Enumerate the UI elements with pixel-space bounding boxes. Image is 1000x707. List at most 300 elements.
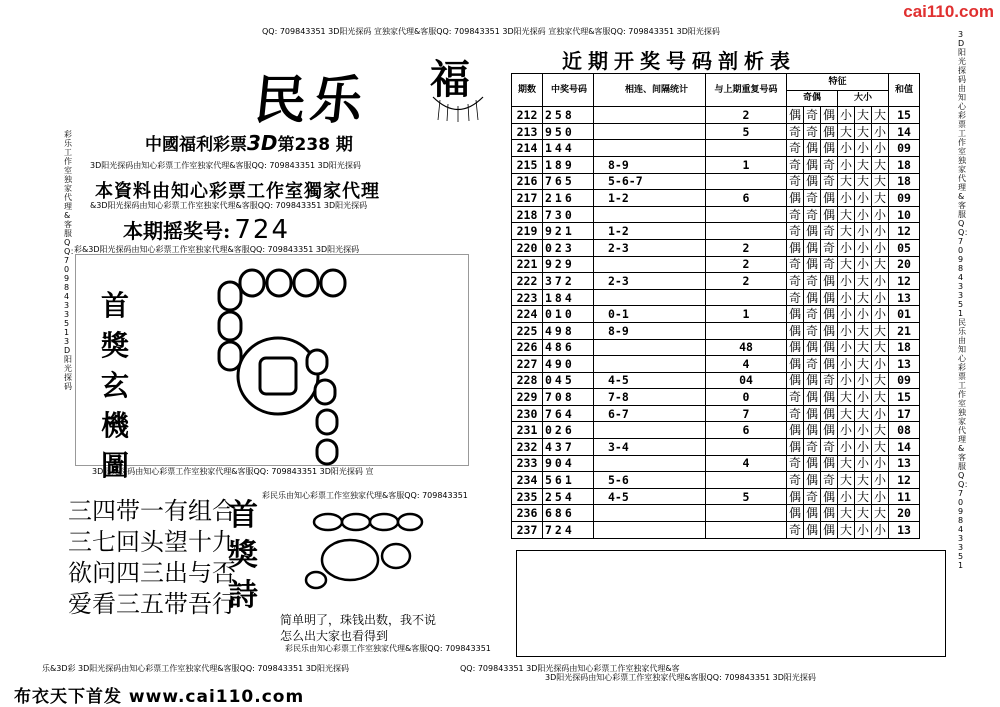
cell-size: 小 [838, 322, 855, 339]
cell-size: 小 [855, 223, 872, 240]
cell-repeat [706, 439, 787, 456]
cell-size: 大 [855, 505, 872, 522]
cell-winning-number: 929 [543, 256, 594, 273]
table-row [512, 505, 920, 522]
cell-size: 大 [872, 256, 889, 273]
cell-parity: 偶 [821, 356, 838, 373]
vertical-title-char: 機 [100, 409, 129, 442]
cell-parity: 奇 [787, 389, 804, 406]
cell-size: 大 [872, 422, 889, 439]
fu-character: 福 [430, 56, 470, 103]
cell-parity: 奇 [804, 273, 821, 290]
cell-repeat: 4 [706, 356, 787, 373]
cell-parity: 奇 [787, 472, 804, 489]
cell-winning-number: 216 [543, 190, 594, 207]
cell-winning-number: 730 [543, 206, 594, 223]
cell-parity: 偶 [804, 522, 821, 539]
prize-poem [68, 496, 236, 620]
cell-sum: 08 [889, 422, 920, 439]
cell-parity: 偶 [821, 405, 838, 422]
cell-winning-number: 144 [543, 140, 594, 157]
cell-size: 大 [872, 439, 889, 456]
cell-repeat: 5 [706, 123, 787, 140]
table-row [512, 256, 920, 273]
table-row [512, 405, 920, 422]
cell-parity: 奇 [804, 107, 821, 124]
cell-parity: 偶 [787, 505, 804, 522]
cell-repeat [706, 206, 787, 223]
cell-size: 小 [872, 223, 889, 240]
cell-repeat [706, 140, 787, 157]
cell-trend: 3-4 [594, 439, 706, 456]
cell-issue-no: 214 [512, 140, 543, 157]
cell-parity: 奇 [821, 256, 838, 273]
cell-repeat: 48 [706, 339, 787, 356]
cell-parity: 偶 [787, 239, 804, 256]
bottom-watermark-2: 彩民乐由知心彩票工作室独家代理&客服QQ: 709843351 [285, 644, 491, 653]
cell-parity: 偶 [821, 123, 838, 140]
draw-analysis-table [511, 73, 920, 539]
header-parity: 奇偶 [787, 90, 838, 107]
cell-parity: 奇 [821, 239, 838, 256]
cell-size: 小 [872, 206, 889, 223]
cell-size: 大 [855, 322, 872, 339]
cell-sum: 15 [889, 107, 920, 124]
cell-parity: 奇 [821, 173, 838, 190]
cell-issue-no: 219 [512, 223, 543, 240]
cell-issue-no: 221 [512, 256, 543, 273]
cell-parity: 偶 [787, 372, 804, 389]
cell-parity: 奇 [804, 439, 821, 456]
cell-repeat [706, 472, 787, 489]
cell-trend: 2-3 [594, 239, 706, 256]
cell-winning-number: 437 [543, 439, 594, 456]
cell-repeat: 2 [706, 256, 787, 273]
cell-sum: 14 [889, 439, 920, 456]
issue-heading [145, 130, 353, 155]
top-qq-line: QQ: 709843351 3D阳光探码 宣独家代理&客服QQ: 709843351 3D阳光探码 宣独家代理&客服QQ: 709843351 3D阳光探码 [262, 27, 720, 36]
cell-sum: 09 [889, 140, 920, 157]
cell-parity: 偶 [804, 455, 821, 472]
cell-size: 小 [838, 273, 855, 290]
cell-winning-number: 498 [543, 322, 594, 339]
cell-size: 大 [855, 289, 872, 306]
issue-number: 第238 期 [277, 135, 353, 155]
cell-parity: 偶 [787, 439, 804, 456]
cell-issue-no: 224 [512, 306, 543, 323]
draw-number [123, 215, 290, 245]
cell-winning-number: 026 [543, 422, 594, 439]
poem-line: 爱看三五带吾行 [68, 590, 236, 618]
box-watermark-bottom: 3D阳光探码由知心彩票工作室独家代理&客服QQ: 709843351 3D阳光探码 宣 [92, 467, 374, 476]
cell-parity: 偶 [804, 472, 821, 489]
cell-parity: 奇 [821, 472, 838, 489]
cell-repeat [706, 505, 787, 522]
cell-sum: 13 [889, 455, 920, 472]
cell-repeat: 4 [706, 455, 787, 472]
cell-trend: 7-8 [594, 389, 706, 406]
cell-size: 小 [838, 488, 855, 505]
cell-trend [594, 140, 706, 157]
cell-size: 小 [838, 439, 855, 456]
table-row [512, 140, 920, 157]
bottom-watermark-3: QQ: 709843351 3D阳光探码由知心彩票工作室独家代理&客 [460, 664, 680, 673]
cell-size: 大 [838, 522, 855, 539]
cell-size: 大 [838, 256, 855, 273]
cell-trend [594, 505, 706, 522]
table-title: 近期开奖号码剖析表 [562, 49, 796, 73]
cell-size: 大 [838, 455, 855, 472]
cell-size: 大 [855, 405, 872, 422]
cell-issue-no: 236 [512, 505, 543, 522]
header-size: 大小 [838, 90, 889, 107]
cell-size: 小 [872, 239, 889, 256]
cell-size: 小 [872, 472, 889, 489]
cell-winning-number: 045 [543, 372, 594, 389]
cell-parity: 奇 [821, 439, 838, 456]
cell-size: 小 [855, 190, 872, 207]
cell-repeat [706, 289, 787, 306]
cell-parity: 偶 [804, 239, 821, 256]
cell-sum: 17 [889, 405, 920, 422]
cell-sum: 10 [889, 206, 920, 223]
cell-size: 小 [872, 455, 889, 472]
poem-line: 欲问四三出与否 [68, 559, 236, 587]
cell-parity: 奇 [804, 190, 821, 207]
cell-sum: 20 [889, 505, 920, 522]
cell-sum: 12 [889, 223, 920, 240]
cell-sum: 15 [889, 389, 920, 406]
left-vertical-watermark: 彩乐工作室独家代理&客服QQ：709843351 3D阳光探码 [64, 130, 79, 391]
poem-line: 三四带一有组合 [68, 497, 236, 525]
cell-winning-number: 950 [543, 123, 594, 140]
cell-issue-no: 228 [512, 372, 543, 389]
cell-size: 小 [855, 256, 872, 273]
cell-parity: 偶 [821, 505, 838, 522]
cell-trend: 5-6 [594, 472, 706, 489]
cell-size: 大 [838, 206, 855, 223]
cell-size: 大 [872, 190, 889, 207]
main-title: 民乐 [251, 70, 370, 131]
cell-parity: 偶 [787, 356, 804, 373]
cell-parity: 偶 [821, 455, 838, 472]
cell-issue-no: 235 [512, 488, 543, 505]
cell-size: 大 [855, 173, 872, 190]
cell-parity: 偶 [804, 223, 821, 240]
cell-winning-number: 010 [543, 306, 594, 323]
cell-repeat: 2 [706, 273, 787, 290]
cell-issue-no: 215 [512, 156, 543, 173]
cell-sum: 09 [889, 190, 920, 207]
poem-title-char: 獎 [228, 538, 258, 573]
cell-size: 大 [855, 273, 872, 290]
poem-title-char: 詩 [228, 578, 258, 613]
cell-winning-number: 921 [543, 223, 594, 240]
cell-repeat: 04 [706, 372, 787, 389]
table-row [512, 123, 920, 140]
header-feature: 特征 [787, 74, 889, 91]
header-sum: 和值 [889, 74, 920, 107]
cell-parity: 偶 [804, 140, 821, 157]
cell-size: 小 [872, 405, 889, 422]
cell-issue-no: 217 [512, 190, 543, 207]
cell-size: 小 [855, 239, 872, 256]
table-row [512, 206, 920, 223]
cell-size: 大 [872, 173, 889, 190]
footer-credit[interactable]: 布衣天下首发 www.cai110.com [14, 687, 305, 707]
cell-parity: 偶 [804, 289, 821, 306]
cell-size: 大 [872, 107, 889, 124]
cell-size: 大 [855, 123, 872, 140]
cell-issue-no: 216 [512, 173, 543, 190]
cell-size: 大 [855, 488, 872, 505]
cell-sum: 18 [889, 173, 920, 190]
cell-size: 大 [855, 339, 872, 356]
cell-parity: 奇 [804, 306, 821, 323]
cell-size: 大 [872, 389, 889, 406]
poem-line: 三七回头望十九 [68, 528, 236, 556]
cell-parity: 奇 [787, 256, 804, 273]
cell-issue-no: 229 [512, 389, 543, 406]
cell-issue-no: 233 [512, 455, 543, 472]
cell-parity: 奇 [787, 173, 804, 190]
table-bottom-watermark: 3D阳光探码由知心彩票工作室独家代理&客服QQ: 709843351 3D阳光探码 [545, 673, 816, 682]
cell-parity: 奇 [787, 455, 804, 472]
bead-diagram-icon [205, 268, 365, 468]
cell-size: 小 [872, 140, 889, 157]
cell-parity: 奇 [787, 123, 804, 140]
poem-title-char: 首 [228, 498, 258, 533]
cell-trend [594, 422, 706, 439]
cell-issue-no: 222 [512, 273, 543, 290]
vertical-title-char: 首 [100, 289, 129, 322]
cell-parity: 偶 [804, 505, 821, 522]
cell-size: 大 [855, 472, 872, 489]
cell-winning-number: 023 [543, 239, 594, 256]
table-row [512, 455, 920, 472]
cell-size: 小 [872, 306, 889, 323]
cell-repeat: 1 [706, 306, 787, 323]
cell-winning-number: 708 [543, 389, 594, 406]
cell-size: 小 [838, 372, 855, 389]
cell-size: 小 [872, 356, 889, 373]
cell-sum: 05 [889, 239, 920, 256]
cell-parity: 奇 [787, 522, 804, 539]
cell-trend: 6-7 [594, 405, 706, 422]
cell-size: 小 [855, 206, 872, 223]
cell-size: 小 [838, 156, 855, 173]
table-row [512, 107, 920, 124]
comment-line: 简单明了，珠钱出数，我不说 [280, 613, 437, 627]
cell-issue-no: 223 [512, 289, 543, 306]
table-row [512, 289, 920, 306]
cell-size: 小 [838, 140, 855, 157]
cell-size: 大 [838, 389, 855, 406]
cell-parity: 偶 [821, 190, 838, 207]
cell-parity: 奇 [821, 223, 838, 240]
cell-repeat: 1 [706, 156, 787, 173]
cell-trend: 1-2 [594, 190, 706, 207]
table-row [512, 439, 920, 456]
cell-winning-number: 904 [543, 455, 594, 472]
vertical-title [97, 286, 133, 486]
table-row [512, 273, 920, 290]
cell-size: 小 [855, 140, 872, 157]
cell-parity: 偶 [821, 306, 838, 323]
cell-repeat [706, 173, 787, 190]
cell-sum: 13 [889, 289, 920, 306]
cell-parity: 偶 [787, 107, 804, 124]
cell-issue-no: 230 [512, 405, 543, 422]
table-row [512, 372, 920, 389]
cell-size: 大 [872, 372, 889, 389]
coin-diagram-icon [298, 510, 438, 600]
cell-trend [594, 339, 706, 356]
cell-parity: 奇 [787, 405, 804, 422]
cell-size: 小 [855, 306, 872, 323]
notes-box [516, 550, 946, 657]
vertical-title-char: 獎 [100, 329, 129, 362]
cell-trend: 8-9 [594, 322, 706, 339]
cell-repeat [706, 322, 787, 339]
table-row [512, 173, 920, 190]
cell-trend: 8-9 [594, 156, 706, 173]
draw-label: 本期摇奖号: [123, 219, 231, 243]
cell-sum: 18 [889, 339, 920, 356]
cell-issue-no: 225 [512, 322, 543, 339]
cell-parity: 奇 [787, 289, 804, 306]
cell-size: 小 [838, 190, 855, 207]
cell-trend [594, 206, 706, 223]
cell-size: 小 [872, 273, 889, 290]
cell-winning-number: 724 [543, 522, 594, 539]
cell-sum: 12 [889, 273, 920, 290]
cell-issue-no: 213 [512, 123, 543, 140]
cell-trend [594, 522, 706, 539]
agent-notice: 本資料由知心彩票工作室獨家代理 [95, 181, 380, 202]
table-row [512, 488, 920, 505]
cell-trend [594, 455, 706, 472]
cell-parity: 偶 [787, 339, 804, 356]
cell-size: 小 [838, 107, 855, 124]
cell-parity: 奇 [804, 123, 821, 140]
poem-title [228, 496, 262, 616]
cell-parity: 偶 [787, 322, 804, 339]
cell-parity: 偶 [787, 422, 804, 439]
cell-parity: 奇 [787, 140, 804, 157]
poem-watermark: 彩民乐由知心彩票工作室独家代理&客服QQ: 709843351 [262, 491, 468, 500]
cell-trend: 4-5 [594, 488, 706, 505]
table-row [512, 356, 920, 373]
cell-size: 小 [838, 239, 855, 256]
cell-winning-number: 686 [543, 505, 594, 522]
cell-size: 大 [872, 322, 889, 339]
cell-parity: 偶 [821, 206, 838, 223]
cell-parity: 偶 [821, 339, 838, 356]
cell-parity: 偶 [804, 389, 821, 406]
table-row [512, 522, 920, 539]
table-row [512, 156, 920, 173]
cell-issue-no: 212 [512, 107, 543, 124]
cell-repeat [706, 223, 787, 240]
cell-trend [594, 123, 706, 140]
cell-winning-number: 765 [543, 173, 594, 190]
cell-trend [594, 289, 706, 306]
cell-size: 大 [855, 356, 872, 373]
cell-parity: 奇 [787, 206, 804, 223]
cell-parity: 奇 [804, 488, 821, 505]
cell-parity: 偶 [821, 107, 838, 124]
cell-parity: 奇 [787, 223, 804, 240]
cell-winning-number: 764 [543, 405, 594, 422]
issue-prefix: 中國福利彩票 [145, 135, 247, 155]
cell-size: 小 [872, 522, 889, 539]
cell-parity: 偶 [787, 306, 804, 323]
table-row [512, 389, 920, 406]
comment-line: 怎么出大家也看得到 [280, 629, 389, 643]
cell-size: 大 [838, 472, 855, 489]
cell-size: 大 [872, 156, 889, 173]
cell-size: 小 [855, 372, 872, 389]
table-row [512, 472, 920, 489]
cell-parity: 奇 [821, 156, 838, 173]
cell-parity: 偶 [821, 140, 838, 157]
cell-issue-no: 231 [512, 422, 543, 439]
cell-size: 小 [872, 289, 889, 306]
cell-parity: 偶 [787, 190, 804, 207]
issue-brand: 3D [247, 131, 278, 155]
cell-parity: 偶 [821, 422, 838, 439]
table-row [512, 422, 920, 439]
cell-size: 大 [838, 505, 855, 522]
site-logo-text[interactable]: cai110.com [903, 2, 994, 21]
cell-winning-number: 486 [543, 339, 594, 356]
cell-parity: 偶 [821, 322, 838, 339]
cell-trend [594, 107, 706, 124]
cell-winning-number: 561 [543, 472, 594, 489]
cell-repeat: 6 [706, 422, 787, 439]
cell-repeat: 7 [706, 405, 787, 422]
cell-issue-no: 234 [512, 472, 543, 489]
cell-size: 小 [855, 422, 872, 439]
cell-parity: 奇 [804, 206, 821, 223]
cell-size: 小 [855, 522, 872, 539]
box-watermark-top: 彩&3D阳光探码由知心彩票工作室独家代理&客服QQ: 709843351 3D阳光探码 [74, 245, 360, 254]
cell-parity: 偶 [804, 156, 821, 173]
cell-parity: 奇 [787, 156, 804, 173]
cell-parity: 偶 [804, 339, 821, 356]
cell-parity: 偶 [821, 273, 838, 290]
cell-sum: 13 [889, 522, 920, 539]
cell-parity: 偶 [787, 488, 804, 505]
cell-sum: 11 [889, 488, 920, 505]
header-win: 中奖号码 [543, 74, 594, 107]
header-no: 期数 [512, 74, 543, 107]
fu-decoration-icon [428, 92, 488, 122]
cell-issue-no: 220 [512, 239, 543, 256]
bottom-watermark: 乐&3D彩 3D阳光探码由知心彩票工作室独家代理&客服QQ: 709843351 3D阳光探码 [42, 664, 349, 673]
cell-sum: 18 [889, 156, 920, 173]
table-row [512, 190, 920, 207]
cell-repeat: 2 [706, 107, 787, 124]
vertical-title-char: 圖 [100, 449, 129, 482]
cell-issue-no: 237 [512, 522, 543, 539]
cell-parity: 奇 [787, 273, 804, 290]
watermark-line-a: 3D阳光探码由知心彩票工作室独家代理&客服QQ: 709843351 3D阳光探码 [90, 161, 361, 170]
cell-winning-number: 372 [543, 273, 594, 290]
cell-size: 大 [838, 123, 855, 140]
cell-issue-no: 226 [512, 339, 543, 356]
